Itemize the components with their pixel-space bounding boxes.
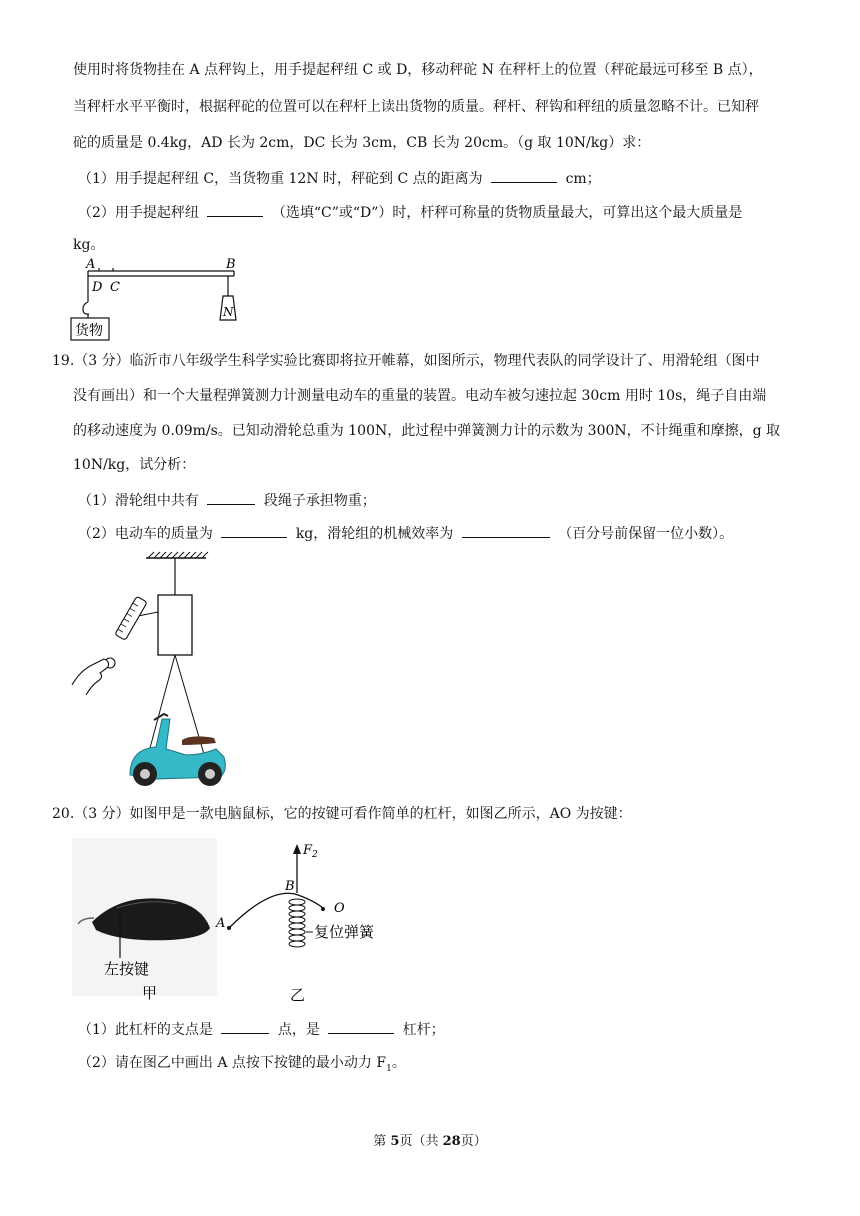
- page-footer: [0, 1130, 860, 1149]
- q18-paragraph-line1: 使用时将货物挂在 A 点秤钩上，用手提起秤纽 C 或 D，移动秤砣 N 在秤杆上的位置（秤砣最远可移至 B 点），: [73, 62, 763, 78]
- answer-blank[interactable]: [221, 523, 287, 538]
- q20-s2-text: （2）请在图乙中画出 A 点按下按键的最小动力 F: [78, 1055, 387, 1071]
- q19-paragraph-line1: 19.（3 分）临沂市八年级学生科学实验比赛即将拉开帷幕，如图所示，物理代表队的同学设计了、用滑轮组（图中: [52, 353, 760, 369]
- q18-subquestion-1: [78, 168, 601, 189]
- answer-blank[interactable]: [221, 1019, 269, 1034]
- label-a: A: [86, 258, 96, 272]
- label-o: O: [334, 901, 345, 916]
- q20-s2-text-end: 。: [391, 1055, 406, 1071]
- q19-s2-text-end: （百分号前保留一位小数）。: [558, 526, 734, 542]
- spring-scale-icon: [115, 596, 147, 640]
- hand-icon: [72, 659, 109, 695]
- q19-subquestion-2: [78, 523, 733, 544]
- q19-subquestion-1: [78, 490, 376, 511]
- q19-s2-text: （2）电动车的质量为: [78, 526, 213, 542]
- q20-s2-sub: 1: [386, 1063, 392, 1074]
- footer-post: 页）: [460, 1134, 487, 1149]
- lever-diagram: [215, 843, 375, 1004]
- q19-s1-text-cont: 段绳子承担物重；: [263, 493, 376, 509]
- label-a: A: [216, 916, 226, 931]
- fig-yi-label: 乙: [290, 986, 306, 1004]
- steelyard-figure: [68, 258, 248, 344]
- label-b: B: [285, 879, 295, 894]
- q18-paragraph-line2: 当秤杆水平平衡时，根据秤砣的位置可以在秤杆上读出货物的质量。秤杆、秤钩和秤纽的质量忽略不计。已知秤: [73, 99, 759, 115]
- q18-paragraph-line3: 砣的质量是 0.4kg，AD 长为 2cm，DC 长为 3cm，CB 长为 20cm。（g 取 10N/kg）求：: [73, 135, 651, 151]
- label-b: B: [226, 258, 236, 272]
- fig-jia-label: 甲: [142, 984, 158, 1002]
- q20-s1-text-mid: 点，是: [277, 1022, 320, 1038]
- answer-blank[interactable]: [328, 1019, 394, 1034]
- q18-s2-text-cont: （选填“C”或“D”）时，杆秤可称量的货物质量最大，可算出这个最大质量是: [271, 205, 743, 221]
- scooter-lift-figure: [70, 550, 230, 790]
- label-c: C: [110, 280, 120, 295]
- label-d: D: [92, 280, 103, 295]
- q20-s1-text: （1）此杠杆的支点是: [78, 1022, 213, 1038]
- q19-s1-text: （1）滑轮组中共有: [78, 493, 199, 509]
- rope-back: [175, 655, 208, 768]
- answer-blank[interactable]: [491, 168, 557, 183]
- q19-s2-text-mid: kg，滑轮组的机械效率为: [295, 526, 454, 542]
- hook-icon: [83, 302, 89, 314]
- q18-s1-text: （1）用手提起秤纽 C，当货物重 12N 时，秤砣到 C 点的距离为: [78, 171, 483, 187]
- answer-blank[interactable]: [207, 490, 255, 505]
- lever-arm: [229, 893, 323, 928]
- left-button-label: 左按键: [104, 960, 150, 978]
- mouse-lever-figure: [72, 838, 402, 1008]
- footer-total-pages: 28: [442, 1134, 461, 1149]
- q19-paragraph-line2: 没有画出）和一个大量程弹簧测力计测量电动车的重量的装置。电动车被匀速拉起 30cm 用时 10s，绳子自由端: [73, 388, 767, 404]
- label-n: N: [223, 305, 234, 319]
- answer-blank[interactable]: [462, 523, 550, 538]
- spring-label: 复位弹簧: [314, 923, 375, 941]
- spring-icon: [289, 899, 305, 947]
- pulley-box: [158, 595, 192, 655]
- q20-subquestion-2: [78, 1053, 406, 1079]
- footer-page-number: 5: [390, 1134, 400, 1149]
- footer-pre: 第: [373, 1134, 391, 1149]
- q18-s1-unit: cm；: [565, 171, 601, 187]
- q18-subquestion-2: [78, 202, 742, 223]
- q19-paragraph-line3: 的移动速度为 0.09m/s。已知动滑轮总重为 100N，此过程中弹簧测力计的示数为 300N，不计绳重和摩擦，g 取: [73, 423, 781, 439]
- q19-paragraph-line4: 10N/kg，试分析：: [73, 457, 196, 473]
- mouse-photo: [72, 838, 217, 1002]
- q18-s2-text: （2）用手提起秤纽: [78, 205, 199, 221]
- q20-subquestion-1: [78, 1019, 445, 1040]
- answer-blank[interactable]: [207, 202, 263, 217]
- q20-paragraph-line1: 20.（3 分）如图甲是一款电脑鼠标，它的按键可看作简单的杠杆，如图乙所示，AO 为按键：: [52, 806, 632, 822]
- label-f2: $F_2$: [303, 843, 318, 860]
- footer-mid: 页（共: [399, 1134, 443, 1149]
- scooter-icon: [130, 714, 225, 786]
- q20-s1-text-end: 杠杆；: [402, 1022, 445, 1038]
- goods-label: 货物: [75, 323, 103, 339]
- q18-s2-end: kg。: [73, 237, 105, 253]
